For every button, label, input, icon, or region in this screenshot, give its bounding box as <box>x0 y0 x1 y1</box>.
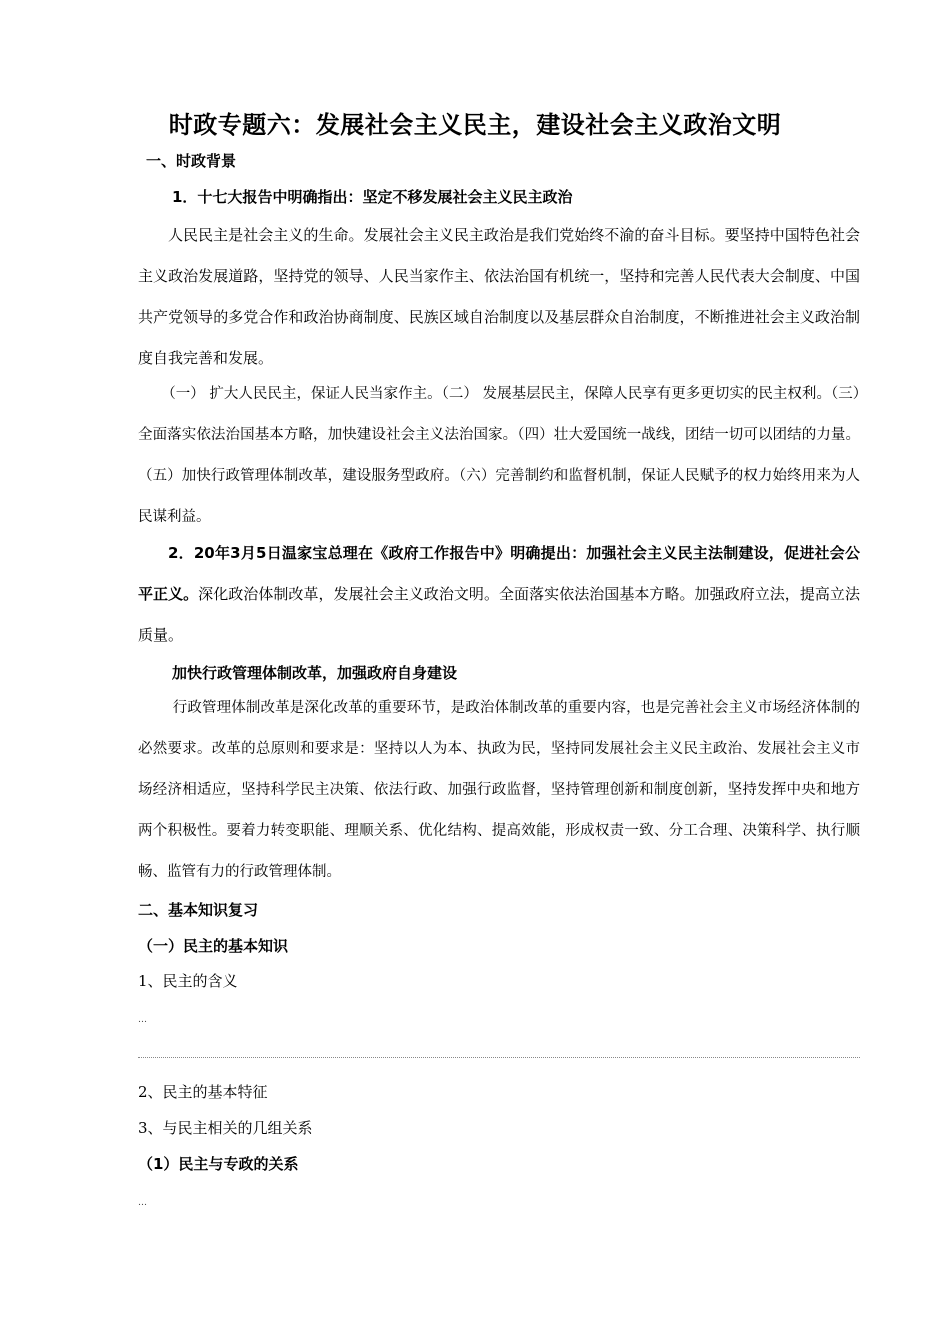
government-report-bold: 2．20年3月5日温家宝总理在《政府工作报告中》明确提出：加强社会主义民主法制建设，促进社会公平正义。 <box>138 544 860 603</box>
section-heading-basic-knowledge: 二、基本知识复习 <box>138 901 259 919</box>
subheading-democracy-dictatorship: （1）民主与专政的关系 <box>138 1155 299 1173</box>
page-title: 时政专题六：发展社会主义民主，建设社会主义政治文明 <box>168 111 782 139</box>
item-democracy-meaning: 1、民主的含义 <box>138 972 238 990</box>
subheading-democracy-basics: （一）民主的基本知识 <box>138 937 289 955</box>
subheading-seventeenth-congress: 1．十七大报告中明确指出：坚定不移发展社会主义民主政治 <box>172 188 573 206</box>
paragraph-people-democracy: 人民民主是社会主义的生命。发展社会主义民主政治是我们党始终不渝的奋斗目标。要坚持中国特色社会主义政治发展道路，坚持党的领导、人民当家作主、依法治国有机统一，坚持和完善人民代表大会制度、中国共产党领导的多党合作和政治协商制度、民族区域自治制度以及基层群众自治制度，不断推进社会主义政治制度自我完善和发展。 <box>138 226 860 367</box>
government-report-rest: 深化政治体制改革，发展社会主义政治文明。全面落实依法治国基本方略。加强政府立法，提高立法质量。 <box>138 585 860 644</box>
ellipsis-1: … <box>138 1015 147 1025</box>
paragraph-government-report <box>138 533 860 656</box>
item-democracy-relations: 3、与民主相关的几组关系 <box>138 1119 313 1137</box>
item-democracy-features: 2、民主的基本特征 <box>138 1083 268 1101</box>
paragraph-six-points: （一） 扩大人民民主，保证人民当家作主。（二） 发展基层民主，保障人民享有更多更切实的民主权利。（三）全面落实依法治国基本方略，加快建设社会主义法治国家。（四）壮大爱国统一战线，团结一切可以团结的力量。（五）加快行政管理体制改革，建设服务型政府。（六）完善制约和监督机制，保证人民赋予的权力始终用来为人民谋利益。 <box>138 386 860 525</box>
section-heading-background: 一、时政背景 <box>146 152 237 170</box>
paragraph-administrative-reform: 行政管理体制改革是深化改革的重要环节，是政治体制改革的重要内容，也是完善社会主义市场经济体制的必然要求。改革的总原则和要求是：坚持以人为本、执政为民，坚持同发展社会主义民主政治、发展社会主义市场经济相适应，坚持科学民主决策、依法行政、加强行政监督，坚持管理创新和制度创新，坚持发挥中央和地方两个积极性。要着力转变职能、理顺关系、优化结构、提高效能，形成权责一致、分工合理、决策科学、执行顺畅、监管有力的行政管理体制。 <box>138 700 860 880</box>
ellipsis-2: … <box>138 1198 147 1208</box>
subheading-administrative-reform: 加快行政管理体制改革，加强政府自身建设 <box>172 664 458 682</box>
dotted-divider <box>138 1057 860 1058</box>
